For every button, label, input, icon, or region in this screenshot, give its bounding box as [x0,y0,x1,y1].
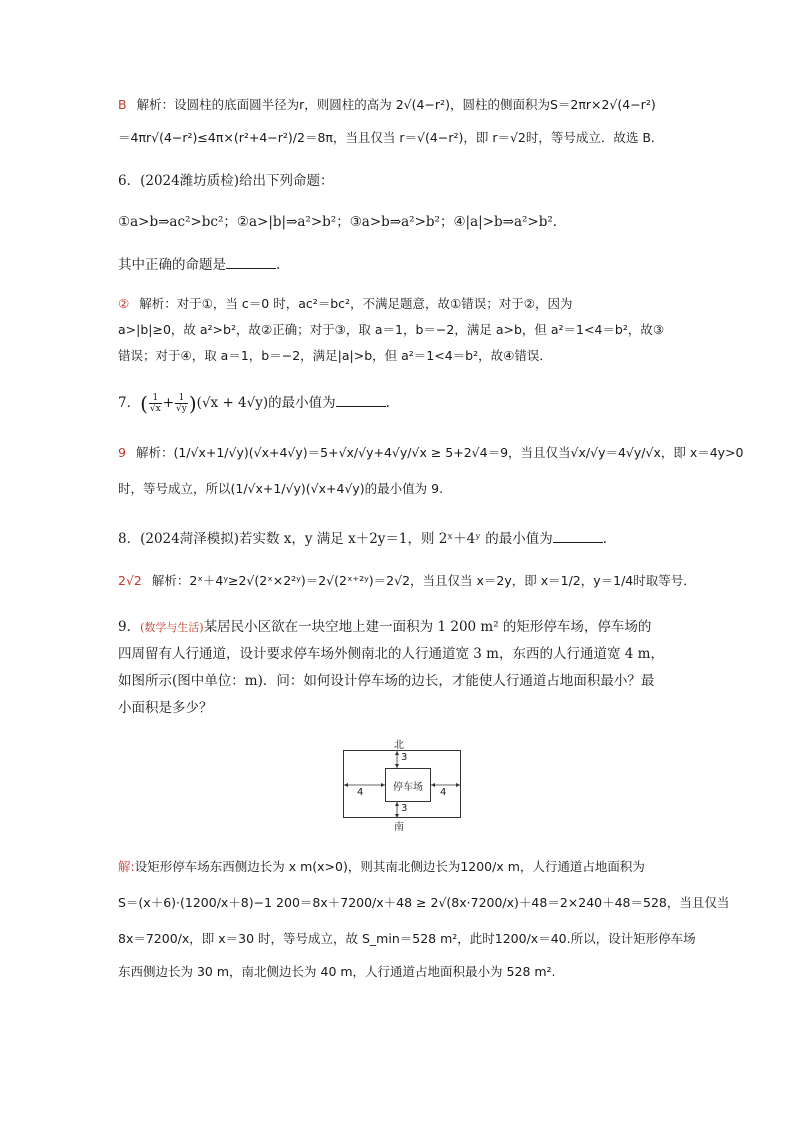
q7-solution-line1: 9 解析：(1/√x+1/√y)(√x+4√y)＝5+√x/√y+4√y/√x ≥ 5+2√4＝9，当且仅当√x/√y＝4√y/√x，即 x＝4y>0 [118,445,744,460]
q5-solution-line1: B 解析：设圆柱的底面圆半径为r，则圆柱的高为 2√(4−r²)，圆柱的侧面积为S＝2πr×2√(4−r²) [118,97,656,112]
q9-solution-line4: 东西侧边长为 30 m，南北侧边长为 40 m，人行通道占地面积最小为 528 m². [118,964,556,979]
north-label: 北 [394,740,404,751]
q6-answer: ② [118,296,130,311]
left-width-label: 4 [357,787,364,798]
q6-ask: 其中正确的命题是 . [118,254,280,275]
parking-lot-rect: 停车场 [385,768,431,802]
q9-solution-line2: S＝(x＋6)·(1200/x＋8)−1 200＝8x＋7200/x＋48 ≥ 2√(8x·7200/x)＋48＝2×240＋48＝528，当且仅当 [118,895,730,910]
q9-tag: (数学与生活) [140,621,204,634]
q8-blank[interactable] [553,528,603,543]
q9-stem-line3: 如图所示(图中单位：m)．问：如何设计停车场的边长，才能使人行通道占地面积最小？最 [118,673,655,689]
south-label: 南 [394,822,404,833]
right-width-label: 4 [440,787,447,798]
q6-solution-line1: ② 解析：对于①，当 c＝0 时，ac²＝bc²，不满足题意，故①错误；对于②，因为 [118,296,573,311]
q7-stem: 7．( $\frac{1}{√x}$ + $\frac{1}{√y}$ )(√x + 4√y)的最小值为 . [118,391,390,416]
q6-solution-line2: a>|b|≥0，故 a²>b²，故②正确；对于③，取 a＝1，b＝−2，满足 a>b，但 a²＝1<4＝b²，故③ [118,322,665,337]
q6-stem: 6．(2024潍坊质检)给出下列命题： [118,173,334,189]
q9-stem-line4: 小面积是多少？ [118,700,213,716]
bottom-width-label: 3 [401,803,408,814]
q6-options: ①a>b⇒ac²>bc²；②a>|b|⇒a²>b²；③a>b⇒a²>b²；④|a|>b⇒a²>b². [118,214,558,230]
q8-stem: 8．(2024菏泽模拟)若实数 x，y 满足 x＋2y＝1，则 2ˣ＋4ʸ 的最小值为 . [118,528,607,549]
q7-solution-line2: 时，等号成立，所以(1/√x+1/√y)(√x+4√y)的最小值为 9. [118,481,444,496]
q9-stem-line2: 四周留有人行通道，设计要求停车场外侧南北的人行通道宽 3 m，东西的人行通道宽 4 m， [118,646,664,662]
q6-blank[interactable] [226,254,276,269]
q9-solution-line1: 解:设矩形停车场东西侧边长为 x m(x>0)，则其南北侧边长为1200/x m，人行通道占地面积为 [118,859,645,874]
q8-answer: 2√2 [118,573,142,588]
top-width-label: 3 [401,752,408,763]
parking-diagram [343,740,461,833]
q7-blank[interactable] [336,392,386,407]
q7-answer: 9 [118,445,126,460]
q5-solution-line2: ＝4πr√(4−r²)≤4π×(r²+4−r²)/2＝8π，当且仅当 r＝√(4−r²)，即 r＝√2时，等号成立．故选 B． [118,130,664,145]
q5-answer: B [118,97,127,112]
q9-solution-line3: 8x＝7200/x，即 x＝30 时，等号成立，故 S_min＝528 m²，此时1200/x＝40.所以，设计矩形停车场 [118,931,696,946]
q6-solution-line3: 错误；对于④，取 a＝1，b＝−2，满足|a|>b，但 a²＝1<4＝b²，故④错误． [118,348,552,363]
q8-solution: 2√2 解析：2ˣ＋4ʸ≥2√(2ˣ×2²ʸ)＝2√(2ˣ⁺²ʸ)＝2√2，当且仅当 x＝2y，即 x＝1/2，y＝1/4时取等号． [118,573,696,588]
q9-stem-line1: 9．(数学与生活)某居民小区欲在一块空地上建一面积为 1 200 m² 的矩形停车场，停车场的 [118,619,652,635]
